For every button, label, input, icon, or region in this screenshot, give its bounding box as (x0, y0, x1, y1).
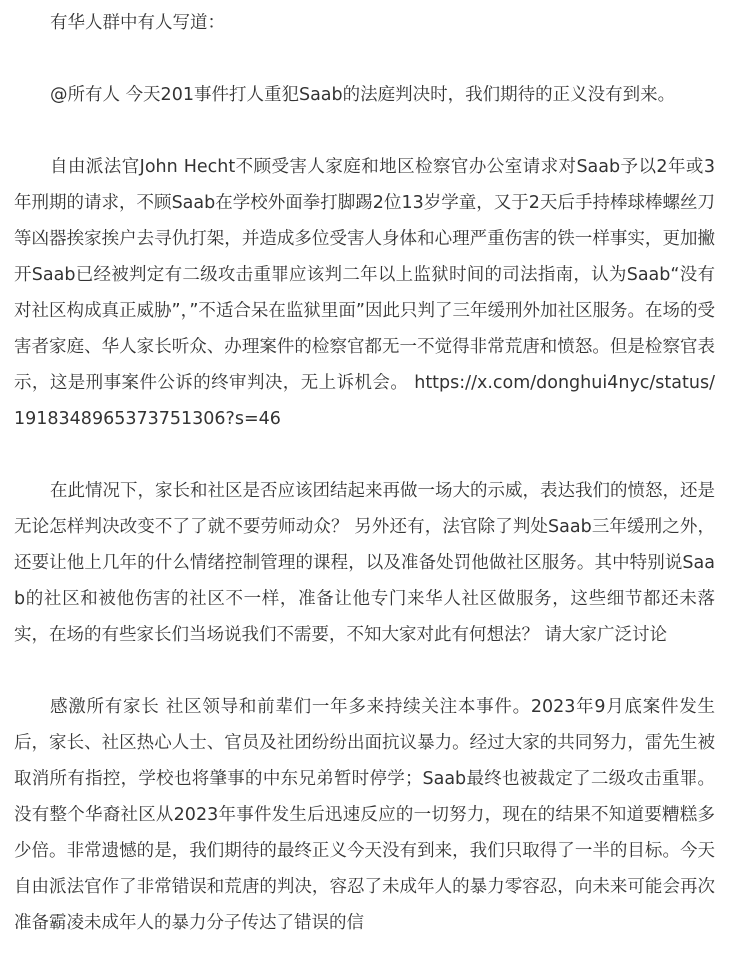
article-body (14, 5, 715, 977)
paragraph-intro: 有华人群中有人写道： (50, 13, 225, 33)
paragraph-mention: @所有人 今天201事件打人重犯Saab的法庭判决时，我们期待的正义没有到来。 (50, 85, 676, 105)
paragraph-discussion: 在此情况下，家长和社区是否应该团结起来再做一场大的示威，表达我们的愤怒，还是无论怎样判决改变不了了就不要劳师动众？ 另外还有，法官除了判处Saab三年缓刑之外，还要让他上几年的什么情绪控制管理的课程，以及准备处罚他做社区服务。其中特别说Saab的社区和被他伤害的社区不一样，准备让他专门来华人社区做服务，这些细节都还未落实，在场的有些家长们当场说我们不需要，不知大家对此有何想法？ 请大家广泛讨论 (14, 481, 715, 645)
paragraph-verdict-text: 自由派法官John Hecht不顾受害人家庭和地区检察官办公室请求对Saab予以2年或3年刑期的请求，不顾Saab在学校外面拳打脚踢2位13岁学童，又于2天后手持棒球棒螺丝刀等凶器挨家挨户去寻仇打架，并造成多位受害人身体和心理严重伤害的铁一样事实，更加撇开Saab已经被判定有二级攻击重罪应该判二年以上监狱时间的司法指南，认为Saab“没有对社区构成真正威胁”，”不适合呆在监狱里面”因此只判了三年缓刑外加社区服务。在场的受害者家庭、华人家长听众、办理案件的检察官都无一不觉得非常荒唐和愤怒。但是检察官表示，这是刑事案件公诉的终审判决，无上诉机会。 (14, 157, 715, 393)
paragraph-thanks: 感激所有家长 社区领导和前辈们一年多来持续关注本事件。2023年9月底案件发生后，家长、社区热心人士、官员及社团纷纷出面抗议暴力。经过大家的共同努力，雷先生被取消所有指控，学校也将肇事的中东兄弟暂时停学；Saab最终也被裁定了二级攻击重罪。没有整个华裔社区从2023年事件发生后迅速反应的一切努力，现在的结果不知道要糟糕多少倍。非常遗憾的是，我们期待的最终正义今天没有到来，我们只取得了一半的目标。今天自由派法官作了非常错误和荒唐的判决，容忍了未成年人的暴力零容忍，向未来可能会再次准备霸凌未成年人的暴力分子传达了错误的信 (14, 697, 715, 933)
paragraph-verdict (14, 149, 715, 437)
status-link[interactable]: https://x.com/donghui4nyc/status/1918348965373751306?s=46 (14, 373, 715, 429)
